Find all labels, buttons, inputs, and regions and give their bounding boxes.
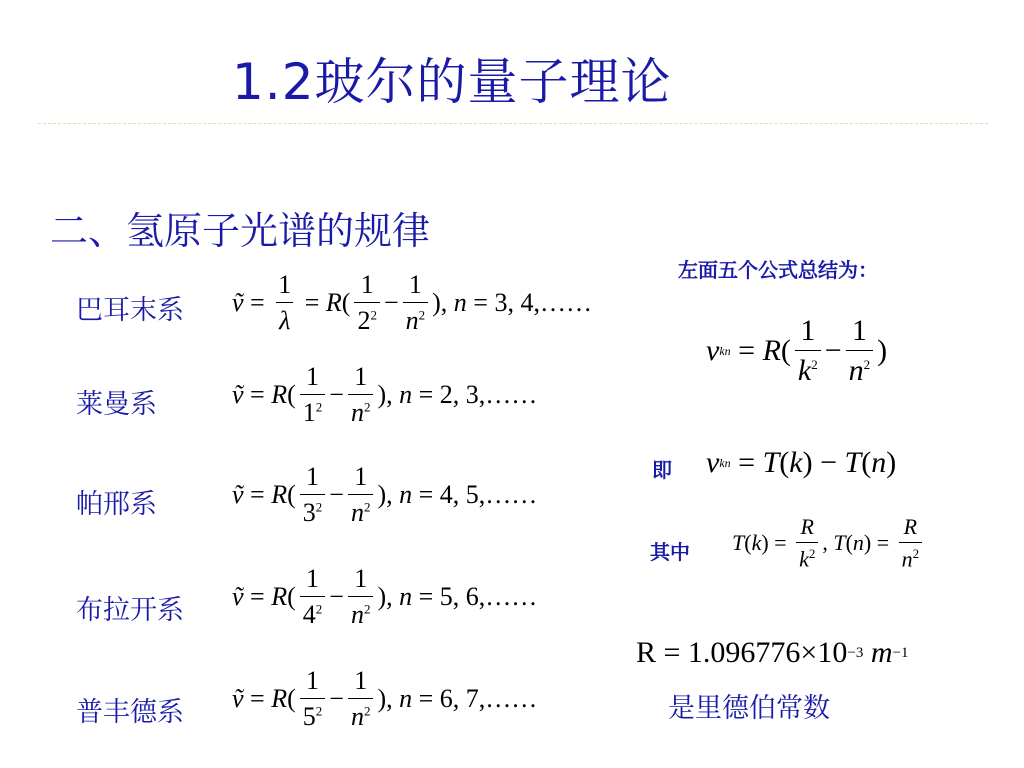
nu-tilde-symbol: ṽ	[232, 288, 244, 317]
where-label: 其中	[650, 540, 690, 564]
series-name-paschen: 帕邢系	[76, 489, 157, 520]
ie-label: 即	[652, 458, 672, 482]
series-name-brackett: 布拉开系	[76, 595, 184, 626]
fraction: $\frac{R}{n^2}$	[899, 514, 923, 572]
series-name-lyman: 莱曼系	[76, 389, 157, 420]
fraction: $\frac{1}{n^2}$	[348, 462, 374, 528]
fraction: $\frac{1}{n^2}$	[348, 666, 374, 732]
formula-pfund: ṽ = R ( $\frac{1}{5^2}$ − $\frac{1}{n^2}$ ), n = 6, 7, ……	[232, 666, 538, 731]
fraction: $\frac{1}{5^2}$	[300, 666, 326, 732]
section-subtitle: 二、氢原子光谱的规律	[50, 209, 431, 253]
fraction: $\frac{1}{n^2}$	[348, 362, 374, 428]
formula-balmer: ṽ = $\frac{1}{\lambda}$ = R ( $\frac{1}{2^2}$ − $\frac{1}{n^2}$ ), n = 3, 4, ……	[232, 270, 592, 335]
term-definition-formula: T ( k ) = $\frac{R}{k^2}$ , T ( n ) = $\frac{R}{n^2}$	[732, 514, 926, 572]
term-difference-formula: ν kn = T ( k ) − T ( n )	[706, 446, 897, 479]
fraction: $\frac{1}{n^2}$	[348, 564, 374, 630]
summary-label: 左面五个公式总结为：	[678, 258, 878, 282]
rydberg-constant-value: R = 1.096776×10 −3 m −1	[636, 636, 909, 669]
title-divider	[38, 123, 988, 124]
fraction: $\frac{1}{n^2}$	[403, 270, 429, 336]
fraction: $\frac{1}{k^2}$	[795, 314, 821, 388]
formula-paschen: ṽ = R ( $\frac{1}{3^2}$ − $\frac{1}{n^2}$ ), n = 4, 5, ……	[232, 462, 538, 527]
fraction: $\frac{1}{\lambda}$	[275, 270, 294, 336]
series-name-balmer: 巴耳末系	[76, 295, 184, 326]
formula-brackett: ṽ = R ( $\frac{1}{4^2}$ − $\frac{1}{n^2}$ ), n = 5, 6, ……	[232, 564, 538, 629]
series-name-pfund: 普丰德系	[76, 697, 184, 728]
fraction: $\frac{1}{1^2}$	[300, 362, 326, 428]
fraction: $\frac{1}{4^2}$	[300, 564, 326, 630]
fraction: $\frac{1}{3^2}$	[300, 462, 326, 528]
slide-title: 1.2玻尔的量子理论	[232, 53, 672, 111]
fraction: $\frac{1}{n^2}$	[846, 314, 874, 388]
formula-lyman: ṽ = R ( $\frac{1}{1^2}$ − $\frac{1}{n^2}$ ), n = 2, 3, ……	[232, 362, 538, 427]
rydberg-constant-name: 是里德伯常数	[668, 693, 830, 724]
general-formula: ν kn = R ( $\frac{1}{k^2}$ − $\frac{1}{n^2}$ )	[706, 314, 888, 387]
fraction: $\frac{1}{2^2}$	[354, 270, 380, 336]
fraction: $\frac{R}{k^2}$	[796, 514, 818, 572]
